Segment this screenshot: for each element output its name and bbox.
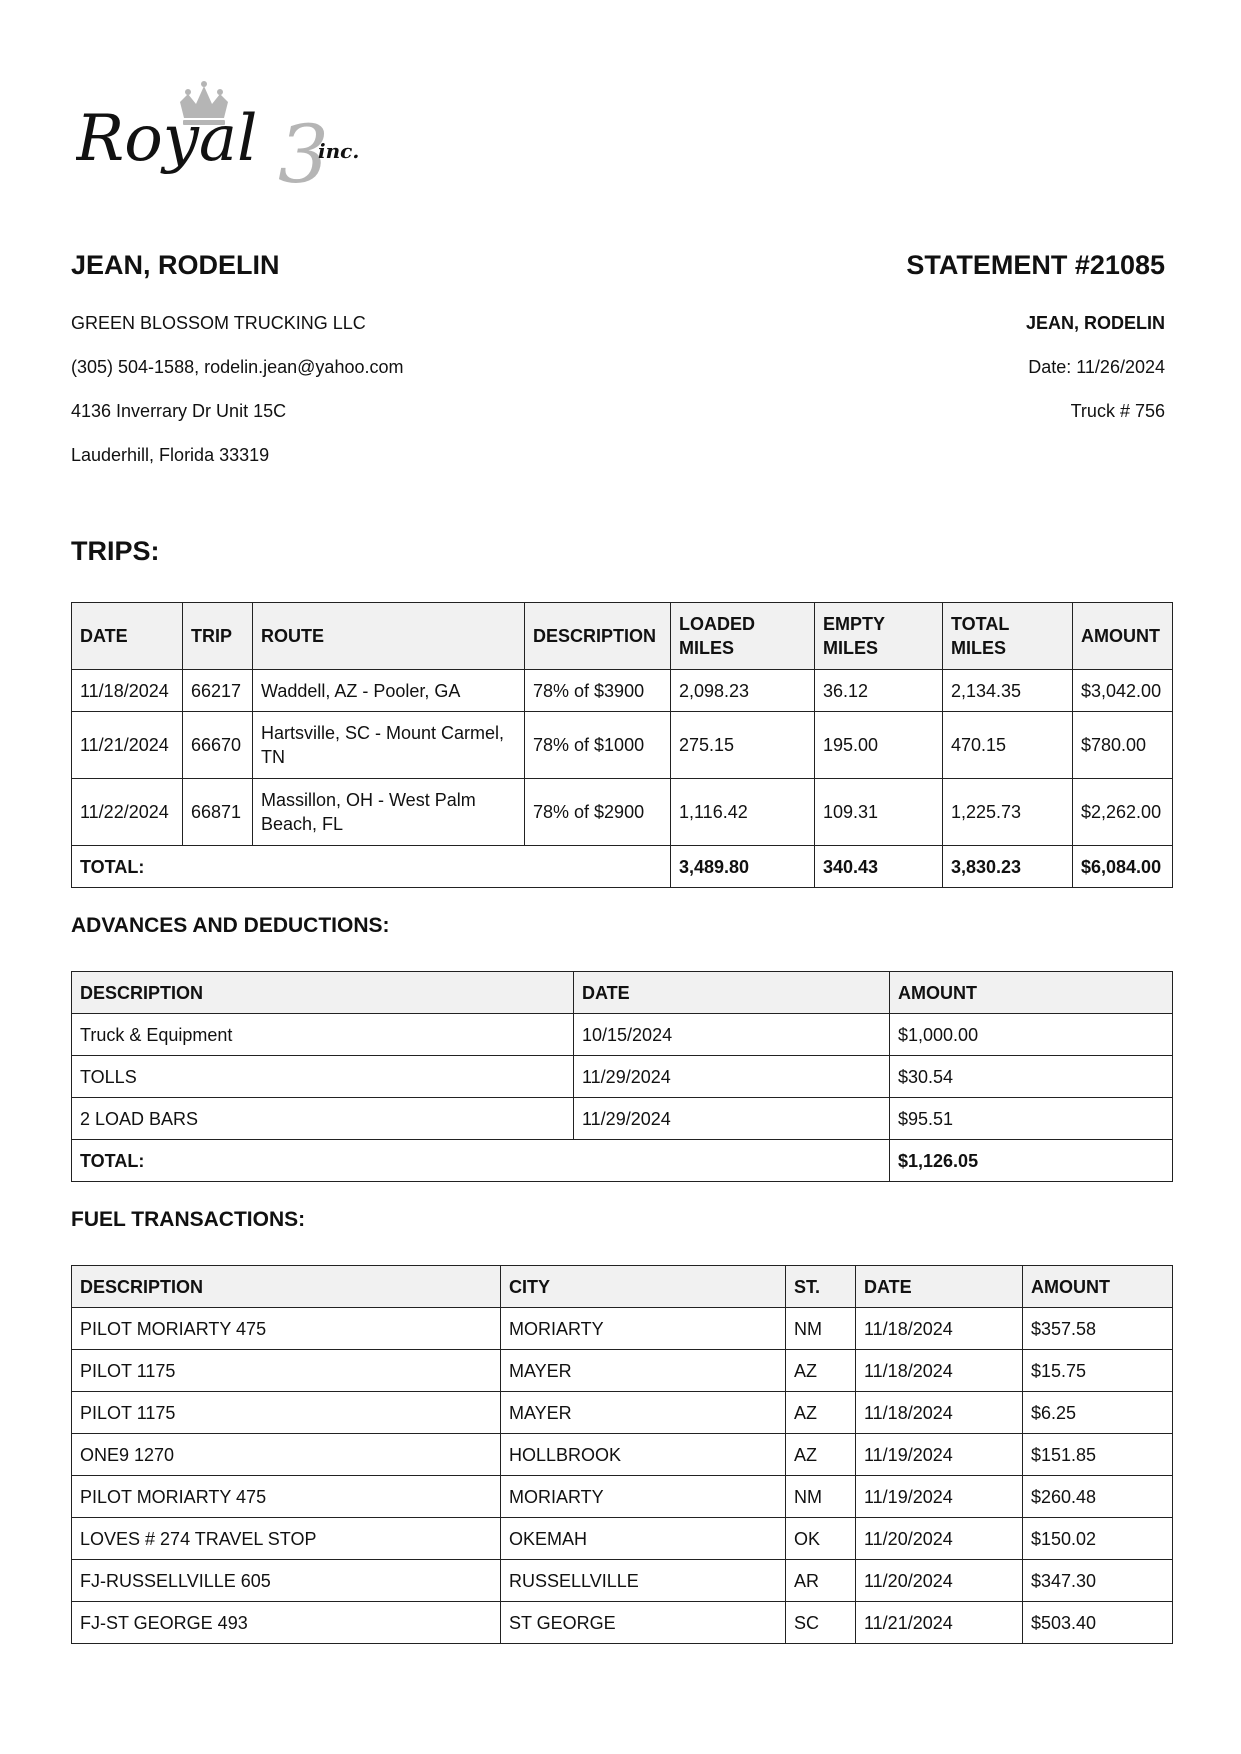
table-row <box>72 1560 1173 1602</box>
col-date: DATE <box>856 1266 1023 1308</box>
advance-description: TOLLS <box>72 1056 574 1098</box>
fuel-date: 11/21/2024 <box>856 1602 1023 1644</box>
driver-address-line1: 4136 Inverrary Dr Unit 15C <box>71 401 287 421</box>
col-loaded-miles: LOADED MILES <box>671 603 815 670</box>
col-trip: TRIP <box>183 603 253 670</box>
trips-total-label: TOTAL: <box>72 846 671 888</box>
trip-date: 11/21/2024 <box>72 712 183 779</box>
col-empty-miles: EMPTY MILES <box>815 603 943 670</box>
fuel-description: PILOT MORIARTY 475 <box>72 1476 501 1518</box>
table-row <box>72 1602 1173 1644</box>
trip-empty-miles: 109.31 <box>815 779 943 846</box>
trips-heading: TRIPS: <box>71 536 160 566</box>
table-row <box>72 1392 1173 1434</box>
table-row <box>72 779 1173 846</box>
fuel-table <box>71 1265 1173 1644</box>
trip-amount: $2,262.00 <box>1073 779 1173 846</box>
col-description: DESCRIPTION <box>525 603 671 670</box>
col-description: DESCRIPTION <box>72 972 574 1014</box>
driver-company: GREEN BLOSSOM TRUCKING LLC <box>71 313 366 333</box>
fuel-description: PILOT 1175 <box>72 1350 501 1392</box>
trip-amount: $3,042.00 <box>1073 670 1173 712</box>
fuel-date: 11/18/2024 <box>856 1392 1023 1434</box>
trip-loaded-miles: 1,116.42 <box>671 779 815 846</box>
fuel-state: AR <box>786 1560 856 1602</box>
fuel-city: MAYER <box>501 1350 786 1392</box>
fuel-state: AZ <box>786 1350 856 1392</box>
table-row <box>72 1308 1173 1350</box>
table-row <box>72 712 1173 779</box>
statement-truck: Truck # 756 <box>1070 401 1165 421</box>
trip-description: 78% of $3900 <box>525 670 671 712</box>
advances-total-label: TOTAL: <box>72 1140 890 1182</box>
fuel-description: ONE9 1270 <box>72 1434 501 1476</box>
statement-date: Date: 11/26/2024 <box>1028 357 1165 377</box>
table-row <box>72 1476 1173 1518</box>
fuel-state: OK <box>786 1518 856 1560</box>
logo-numeral: 3 <box>278 108 329 190</box>
trip-number: 66217 <box>183 670 253 712</box>
fuel-city: ST GEORGE <box>501 1602 786 1644</box>
company-logo <box>76 78 386 190</box>
trips-total-amount: $6,084.00 <box>1073 846 1173 888</box>
advance-amount: $30.54 <box>890 1056 1173 1098</box>
trip-total-miles: 1,225.73 <box>943 779 1073 846</box>
fuel-date: 11/18/2024 <box>856 1350 1023 1392</box>
trips-total-empty: 340.43 <box>815 846 943 888</box>
fuel-city: OKEMAH <box>501 1518 786 1560</box>
col-description: DESCRIPTION <box>72 1266 501 1308</box>
fuel-amount: $357.58 <box>1023 1308 1173 1350</box>
trip-loaded-miles: 2,098.23 <box>671 670 815 712</box>
trip-route: Massillon, OH - West Palm Beach, FL <box>253 779 525 846</box>
trip-empty-miles: 195.00 <box>815 712 943 779</box>
trip-route: Hartsville, SC - Mount Carmel, TN <box>253 712 525 779</box>
col-amount: AMOUNT <box>1023 1266 1173 1308</box>
advance-date: 10/15/2024 <box>574 1014 890 1056</box>
trips-total-loaded: 3,489.80 <box>671 846 815 888</box>
fuel-state: NM <box>786 1476 856 1518</box>
trip-number: 66670 <box>183 712 253 779</box>
table-row <box>72 1434 1173 1476</box>
trip-total-miles: 470.15 <box>943 712 1073 779</box>
statement-title: STATEMENT #21085 <box>906 250 1165 280</box>
advances-heading: ADVANCES AND DEDUCTIONS: <box>71 914 390 937</box>
fuel-city: RUSSELLVILLE <box>501 1560 786 1602</box>
col-date: DATE <box>574 972 890 1014</box>
logo-suffix: inc. <box>318 139 360 163</box>
driver-name: JEAN, RODELIN <box>71 250 280 280</box>
col-amount: AMOUNT <box>890 972 1173 1014</box>
statement-name: JEAN, RODELIN <box>1025 313 1165 333</box>
fuel-description: FJ-RUSSELLVILLE 605 <box>72 1560 501 1602</box>
advance-description: Truck & Equipment <box>72 1014 574 1056</box>
trip-route: Waddell, AZ - Pooler, GA <box>253 670 525 712</box>
fuel-date: 11/19/2024 <box>856 1434 1023 1476</box>
logo-wordmark: Royal <box>76 102 258 176</box>
fuel-city: MORIARTY <box>501 1308 786 1350</box>
trip-number: 66871 <box>183 779 253 846</box>
fuel-heading: FUEL TRANSACTIONS: <box>71 1208 306 1231</box>
fuel-description: PILOT MORIARTY 475 <box>72 1308 501 1350</box>
fuel-date: 11/20/2024 <box>856 1560 1023 1602</box>
fuel-amount: $347.30 <box>1023 1560 1173 1602</box>
fuel-amount: $503.40 <box>1023 1602 1173 1644</box>
driver-address-line2: Lauderhill, Florida 33319 <box>71 445 270 465</box>
fuel-amount: $151.85 <box>1023 1434 1173 1476</box>
table-row <box>72 1056 1173 1098</box>
col-state: ST. <box>786 1266 856 1308</box>
fuel-city: MAYER <box>501 1392 786 1434</box>
advances-total-amount: $1,126.05 <box>890 1140 1173 1182</box>
table-row <box>72 1014 1173 1056</box>
fuel-description: LOVES # 274 TRAVEL STOP <box>72 1518 501 1560</box>
col-date: DATE <box>72 603 183 670</box>
fuel-description: FJ-ST GEORGE 493 <box>72 1602 501 1644</box>
trips-total-miles: 3,830.23 <box>943 846 1073 888</box>
col-city: CITY <box>501 1266 786 1308</box>
table-row <box>72 1098 1173 1140</box>
trips-header-row <box>72 603 1173 670</box>
fuel-city: HOLLBROOK <box>501 1434 786 1476</box>
trip-description: 78% of $1000 <box>525 712 671 779</box>
table-row <box>72 1518 1173 1560</box>
trip-amount: $780.00 <box>1073 712 1173 779</box>
trip-total-miles: 2,134.35 <box>943 670 1073 712</box>
advance-amount: $1,000.00 <box>890 1014 1173 1056</box>
fuel-amount: $15.75 <box>1023 1350 1173 1392</box>
fuel-state: AZ <box>786 1392 856 1434</box>
trips-total-row <box>72 846 1173 888</box>
fuel-state: NM <box>786 1308 856 1350</box>
fuel-header-row <box>72 1266 1173 1308</box>
advances-total-row <box>72 1140 1173 1182</box>
col-amount: AMOUNT <box>1073 603 1173 670</box>
fuel-amount: $150.02 <box>1023 1518 1173 1560</box>
driver-contact: (305) 504-1588, rodelin.jean@yahoo.com <box>71 357 404 377</box>
table-row <box>72 1350 1173 1392</box>
trip-description: 78% of $2900 <box>525 779 671 846</box>
advance-description: 2 LOAD BARS <box>72 1098 574 1140</box>
fuel-date: 11/19/2024 <box>856 1476 1023 1518</box>
trip-empty-miles: 36.12 <box>815 670 943 712</box>
col-total-miles: TOTAL MILES <box>943 603 1073 670</box>
table-row <box>72 670 1173 712</box>
fuel-date: 11/20/2024 <box>856 1518 1023 1560</box>
advances-table <box>71 971 1173 1182</box>
advance-date: 11/29/2024 <box>574 1056 890 1098</box>
fuel-state: AZ <box>786 1434 856 1476</box>
fuel-date: 11/18/2024 <box>856 1308 1023 1350</box>
advance-amount: $95.51 <box>890 1098 1173 1140</box>
trip-date: 11/22/2024 <box>72 779 183 846</box>
fuel-city: MORIARTY <box>501 1476 786 1518</box>
trip-loaded-miles: 275.15 <box>671 712 815 779</box>
trips-table <box>71 602 1173 888</box>
advances-header-row <box>72 972 1173 1014</box>
fuel-amount: $260.48 <box>1023 1476 1173 1518</box>
advance-date: 11/29/2024 <box>574 1098 890 1140</box>
trip-date: 11/18/2024 <box>72 670 183 712</box>
fuel-description: PILOT 1175 <box>72 1392 501 1434</box>
fuel-amount: $6.25 <box>1023 1392 1173 1434</box>
col-route: ROUTE <box>253 603 525 670</box>
fuel-state: SC <box>786 1602 856 1644</box>
